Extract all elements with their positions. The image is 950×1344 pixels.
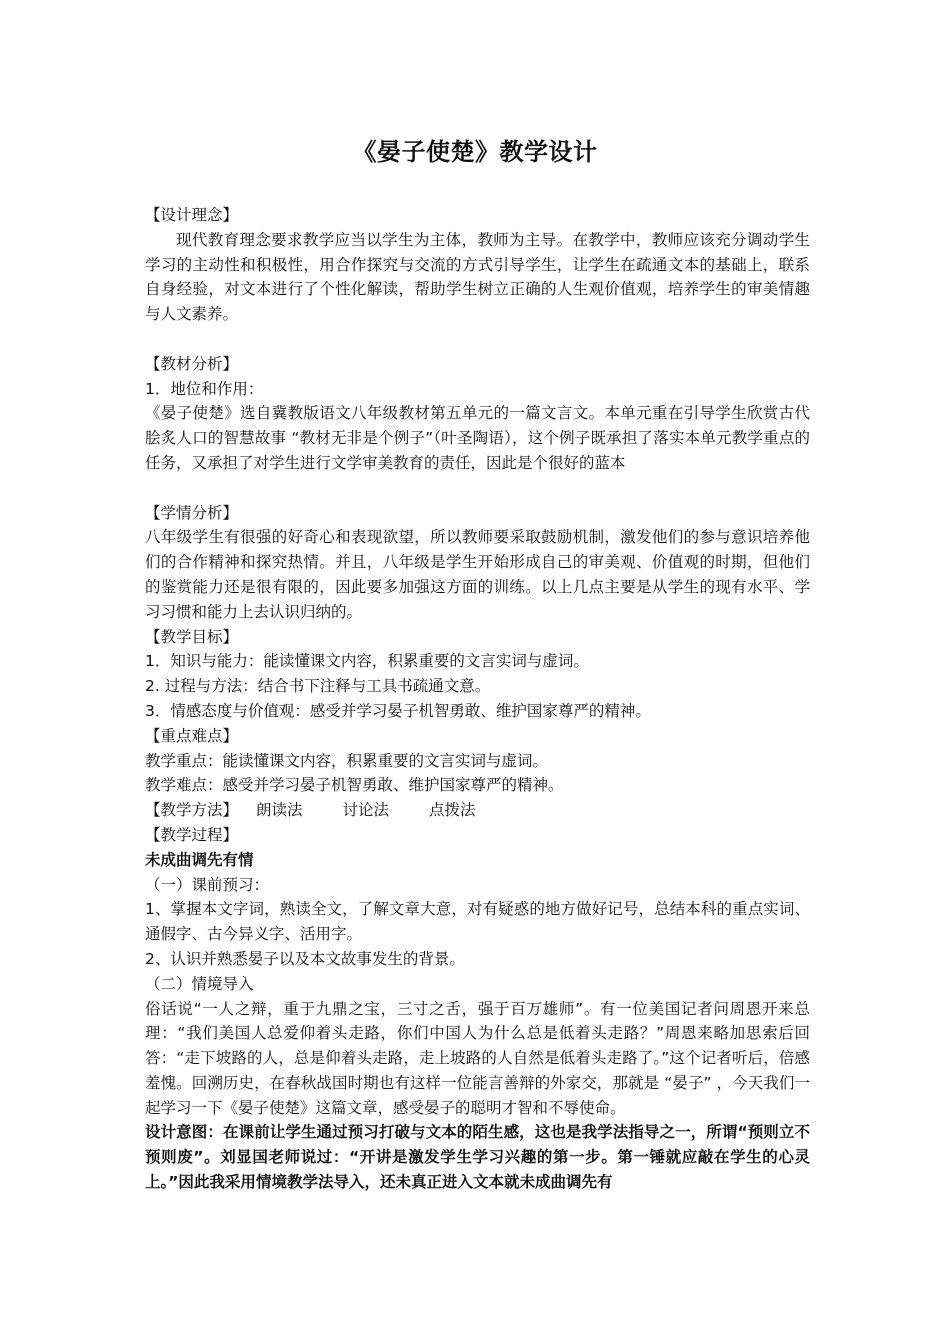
textbook-item-1: 1．地位和作用： bbox=[145, 379, 264, 398]
blank-line bbox=[145, 476, 810, 501]
section-heading-goals: 【教学目标】 bbox=[145, 627, 239, 646]
method-item-3: 点拨法 bbox=[429, 801, 476, 820]
section-heading-students: 【学情分析】 bbox=[145, 503, 239, 522]
method-item-1: 朗读法 bbox=[256, 801, 303, 820]
preview-item-1: 1、掌握本文字词，熟读全文，了解文章大意，对有疑惑的地方做好记号，总结本科的重点实词、通假字、古今异义字、活用字。 bbox=[145, 900, 810, 944]
goal-item-2: 2. 过程与方法：结合书下注释与工具书疏通文意。 bbox=[145, 677, 491, 696]
section-heading-concept: 【设计理念】 bbox=[145, 206, 239, 224]
document-body bbox=[145, 203, 810, 1195]
preview-heading: （一）课前预习： bbox=[145, 875, 270, 894]
section-heading-textbook: 【教材分析】 bbox=[145, 354, 239, 373]
goal-item-1: 1．知识与能力：能读懂课文内容，积累重要的文言实词与虚词。 bbox=[145, 652, 589, 671]
design-intent: 设计意图：在课前让学生通过预习打破与文本的陌生感，这也是我学法指导之一，所谓“预则立不预则废”。刘显国老师说过：“开讲是激发学生学习兴趣的第一步。第一锤就应敲在学生的心灵上。”因此我采用情境教学法导入，还未真正进入文本就未成曲调先有 bbox=[145, 1123, 810, 1192]
concept-paragraph: 现代教育理念要求教学应当以学生为主体，教师为主导。在教学中，教师应该充分调动学生学习的主动性和积极性，用合作探究与交流的方式引导学生，让学生在疏通文本的基础上，联系自身经验，对文本进行了个性化解读，帮助学生树立正确的人生观价值观，培养学生的审美情趣与人文素养。 bbox=[145, 230, 810, 324]
goal-item-3: 3．情感态度与价值观：感受并学习晏子机智勇敢、维护国家尊严的精神。 bbox=[145, 701, 651, 720]
methods-line bbox=[145, 798, 810, 823]
intro-paragraph: 俗话说“一人之辩，重于九鼎之宝，三寸之舌，强于百万雄师”。有一位美国记者问周恩开来总理：“我们美国人总爱仰着头走路，你们中国人为什么总是低着头走路？”周恩来略加思索后回答：“走下坡路的人，总是仰着头走路，走上坡路的人自然是低着头走路了。”这个记者听后，倍感羞愧。回溯历史，在春秋战国时期也有这样一位能言善辩的外家交，那就是 “晏子” ，今天我们一起学习一下《晏子使楚》这篇文章，感受晏子的聪明才智和不辱使命。 bbox=[145, 999, 810, 1117]
focus-difficulty: 教学难点：感受并学习晏子机智勇敢、维护国家尊严的精神。 bbox=[145, 776, 564, 795]
method-item-2: 讨论法 bbox=[342, 801, 390, 820]
process-subtitle: 未成曲调先有情 bbox=[145, 850, 254, 869]
intro-heading: （二）情境导入 bbox=[145, 974, 254, 993]
section-heading-process: 【教学过程】 bbox=[145, 825, 239, 844]
textbook-paragraph: 《晏子使楚》选自冀教版语文八年级教材第五单元的一篇文言文。本单元重在引导学生欣赏古代脍炙人口的智慧故事 “教材无非是个例子”（叶圣陶语），这个例子既承担了落实本单元教学重点的任务，又承担了对学生进行文学审美教育的责任，因此是个很好的蓝本 bbox=[145, 404, 810, 472]
preview-item-2: 2、认识并熟悉晏子以及本文故事发生的背景。 bbox=[145, 949, 465, 968]
students-paragraph: 八年级学生有很强的好奇心和表现欲望，所以教师要采取鼓励机制，激发他们的参与意识培养他们的合作精神和探究热情。并且，八年级是学生开始形成自己的审美观、价值观的时期，但他们的鉴赏能力还是很有限的，因此要多加强这方面的训练。以上几点主要是从学生的现有水平、学习习惯和能力上去认识归纳的。 bbox=[145, 528, 810, 621]
section-heading-methods: 【教学方法】 bbox=[145, 801, 239, 820]
focus-key: 教学重点：能读懂课文内容，积累重要的文言实词与虚词。 bbox=[145, 751, 549, 770]
document-title: 《晏子使楚》教学设计 bbox=[352, 138, 598, 166]
blank-line bbox=[145, 327, 810, 352]
section-heading-focus: 【重点难点】 bbox=[145, 726, 239, 745]
